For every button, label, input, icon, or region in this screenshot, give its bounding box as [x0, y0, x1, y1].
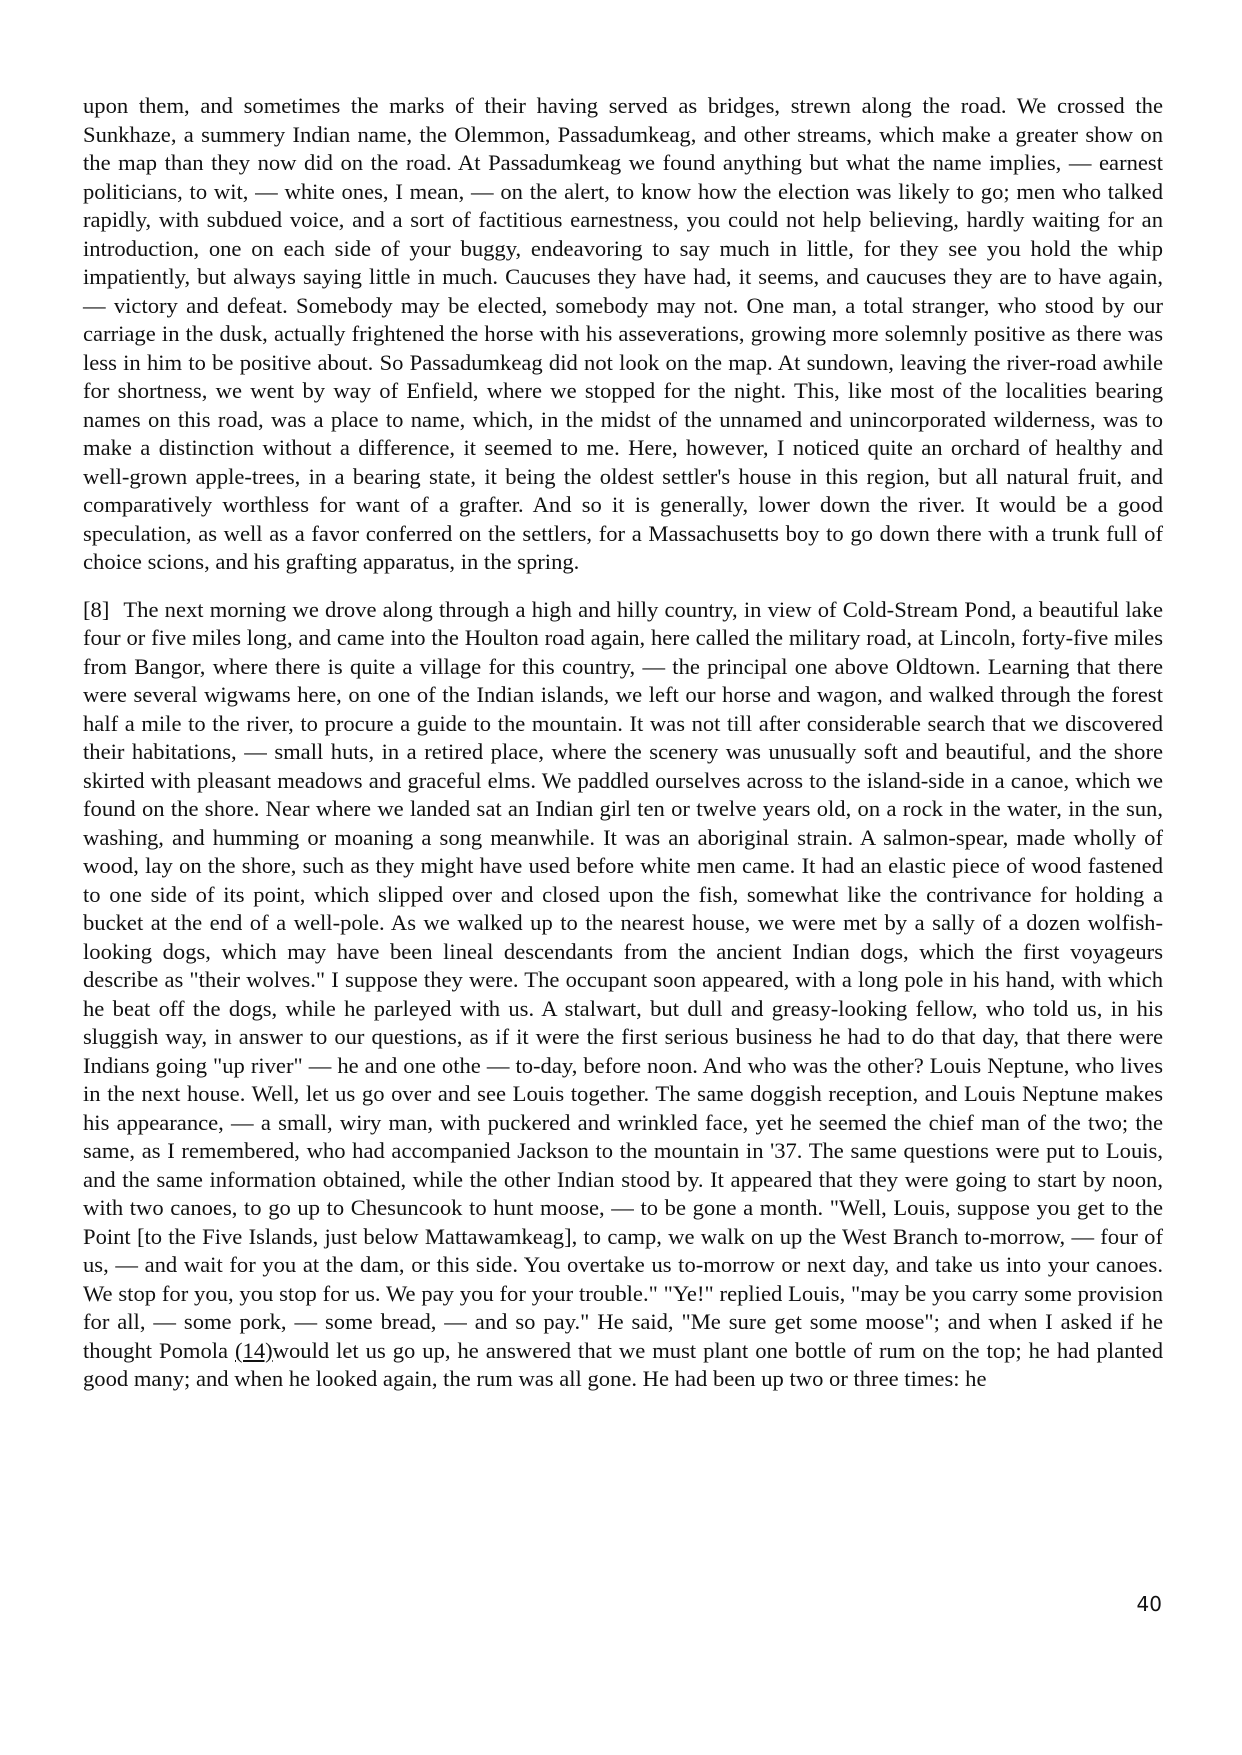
page-number: 40	[1136, 1592, 1162, 1616]
footnote-link[interactable]: (14)	[235, 1337, 273, 1363]
paragraph-text: upon them, and sometimes the marks of their having served as bridges, strewn along the road. We crossed the Sunkhaze, a summery Indian name, the Olemmon, Passadumkeag, and other streams, which make a greater show on the map than they now did on the road. At Passadumkeag we found anything but what the name implies, — earnest politicians, to wit, — white ones, I mean, — on the alert, to know how the election was likely to go; men who talked rapidly, with subdued voice, and a sort of factitious earnestness, you could not help believing, hardly waiting for an introduction, one on each side of your buggy, endeavoring to say much in little, for they see you hold the whip impatiently, but always saying little in much. Caucuses they have had, it seems, and caucuses they are to have again, — victory and defeat. Somebody may be elected, somebody may not. One man, a total stranger, who stood by our carriage in the dusk, actually frightened the horse with his asseverations, growing more solemnly positive as there was less in him to be positive about. So Passadumkeag did not look on the map. At sundown, leaving the river-road awhile for shortness, we went by way of Enfield, where we stopped for the night. This, like most of the localities bearing names on this road, was a place to name, which, in the midst of the unnamed and unincorporated wilderness, was to make a distinction without a difference, it seemed to me. Here, however, I noticed quite an orchard of healthy and well-grown apple-trees, in a bearing state, it being the oldest settler's house in this region, but all natural fruit, and comparatively worthless for want of a grafter. And so it is generally, lower down the river. It would be a good speculation, as well as a favor conferred on the settlers, for a Massachusetts boy to go down there with a trunk full of choice scions, and his grafting apparatus, in the spring.	[83, 93, 1163, 574]
page-body	[83, 92, 1163, 1413]
paragraph-text: The next morning we drove along through a high and hilly country, in view of Cold-Stream Pond, a beautiful lake four or five miles long, and came into the Houlton road again, here called the military road, at Lincoln, forty-five miles from Bangor, where there is quite a village for this country, — the principal one above Oldtown. Learning that there were several wigwams here, on one of the Indian islands, we left our horse and wagon, and walked through the forest half a mile to the river, to procure a guide to the mountain. It was not till after considerable search that we discovered their habitations, — small huts, in a retired place, where the scenery was unusually soft and beautiful, and the shore skirted with pleasant meadows and graceful elms. We paddled ourselves across to the island-side in a canoe, which we found on the shore. Near where we landed sat an Indian girl ten or twelve years old, on a rock in the water, in the sun, washing, and humming or moaning a song meanwhile. It was an aboriginal strain. A salmon-spear, made wholly of wood, lay on the shore, such as they might have used before white men came. It had an elastic piece of wood fastened to one side of its point, which slipped over and closed upon the fish, somewhat like the contrivance for holding a bucket at the end of a well-pole. As we walked up to the nearest house, we were met by a sally of a dozen wolfish-looking dogs, which may have been lineal descendants from the ancient Indian dogs, which the first voyageurs describe as "their wolves." I suppose they were. The occupant soon appeared, with a long pole in his hand, with which he beat off the dogs, while he parleyed with us. A stalwart, but dull and greasy-looking fellow, who told us, in his sluggish way, in answer to our questions, as if it were the first serious business he had to do that day, that there were Indians going "up river" — he and one othe — to-day, before noon. And who was the other? Louis Neptune, who lives in the next house. Well, let us go over and see Louis together. The same doggish reception, and Louis Neptune makes his appearance, — a small, wiry man, with puckered and wrinkled face, yet he seemed the chief man of the two; the same, as I remembered, who had accompanied Jackson to the mountain in '37. The same questions were put to Louis, and the same information obtained, while the other Indian stood by. It appeared that they were going to start by noon, with two canoes, to go up to Chesuncook to hunt moose, — to be gone a month. "Well, Louis, suppose you get to the Point [to the Five Islands, just below Mattawamkeag], to camp, we walk on up the West Branch to-morrow, — four of us, — and wait for you at the dam, or this side. You overtake us to-morrow or next day, and take us into your canoes. We stop for you, you stop for us. We pay you for your trouble." "Ye!" replied Louis, "may be you carry some provision for all, — some pork, — some bread, — and so pay." He said, "Me sure get some moose"; and when I asked if he thought Pomola	[83, 596, 1163, 1363]
paragraph-continued	[83, 92, 1163, 577]
paragraph-number: [8]	[83, 596, 110, 622]
paragraph-8	[83, 596, 1163, 1394]
paragraph-text-continued: would let us go up, he answered that we must plant one bottle of rum on the top; he had planted good many; and when he looked again, the rum was all gone. He had been up two or three times: he	[83, 1337, 1164, 1391]
